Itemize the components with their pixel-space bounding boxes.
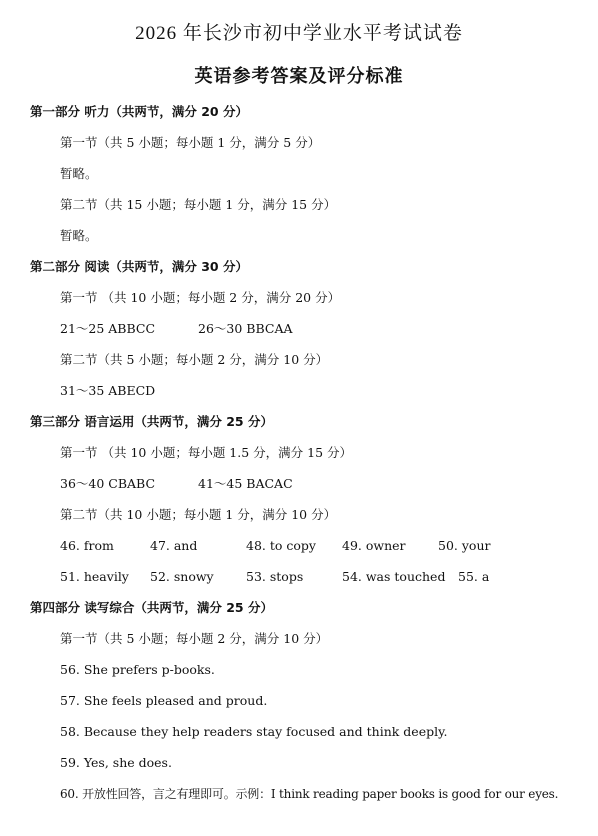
part2-answers-21-25: 21～25 ABBCC [60, 321, 156, 336]
part3-answers-41-45: 41～45 BACAC [198, 476, 293, 491]
part2-heading: 第二部分 阅读（共两节，满分 30 分） [30, 259, 248, 274]
part3-item-53: 53. stops [246, 569, 304, 584]
part4-section1: 第一节（共 5 小题；每小题 2 分，满分 10 分） [60, 631, 329, 646]
part4-answer-59: 59. Yes, she does. [60, 755, 172, 770]
exam-title: 2026 年长沙市初中学业水平考试试卷 [135, 23, 463, 44]
part3-item-48: 48. to copy [246, 538, 316, 553]
part4-answer-58: 58. Because they help readers stay focused and think deeply. [60, 724, 448, 739]
part1-section2-note: 暂略。 [60, 228, 98, 243]
part2-section2: 第二节（共 5 小题；每小题 2 分，满分 10 分） [60, 352, 329, 367]
part3-item-49: 49. owner [342, 538, 406, 553]
part1-section1: 第一节（共 5 小题；每小题 1 分，满分 5 分） [60, 135, 321, 150]
part3-section2: 第二节（共 10 小题；每小题 1 分，满分 10 分） [60, 507, 337, 522]
part3-item-51: 51. heavily [60, 569, 129, 584]
part3-item-47: 47. and [150, 538, 198, 553]
part3-item-46: 46. from [60, 538, 114, 553]
answer-key-subtitle: 英语参考答案及评分标准 [194, 66, 404, 87]
part1-section2: 第二节（共 15 小题；每小题 1 分，满分 15 分） [60, 197, 337, 212]
part4-answer-57: 57. She feels pleased and proud. [60, 693, 268, 708]
part3-item-55: 55. a [458, 569, 490, 584]
part3-answers-36-40: 36～40 CBABC [60, 476, 156, 491]
part1-heading: 第一部分 听力（共两节，满分 20 分） [30, 104, 248, 119]
part2-section1: 第一节 （共 10 小题；每小题 2 分，满分 20 分） [60, 290, 341, 305]
part3-item-52: 52. snowy [150, 569, 214, 584]
part4-answer-60: 60. 开放性回答，言之有理即可。示例：I think reading paper books is good for our eyes. [60, 787, 559, 801]
part3-section1: 第一节 （共 10 小题；每小题 1.5 分，满分 15 分） [60, 445, 353, 460]
part4-heading: 第四部分 读写综合（共两节，满分 25 分） [30, 600, 273, 615]
part4-answer-56: 56. She prefers p-books. [60, 662, 215, 677]
part1-section1-note: 暂略。 [60, 166, 98, 181]
part3-item-54: 54. was touched [342, 569, 446, 584]
part2-answers-26-30: 26～30 BBCAA [198, 321, 293, 336]
part2-answers-31-35: 31～35 ABECD [60, 383, 156, 398]
part3-item-50: 50. your [438, 538, 491, 553]
part3-heading: 第三部分 语言运用（共两节，满分 25 分） [30, 414, 273, 429]
